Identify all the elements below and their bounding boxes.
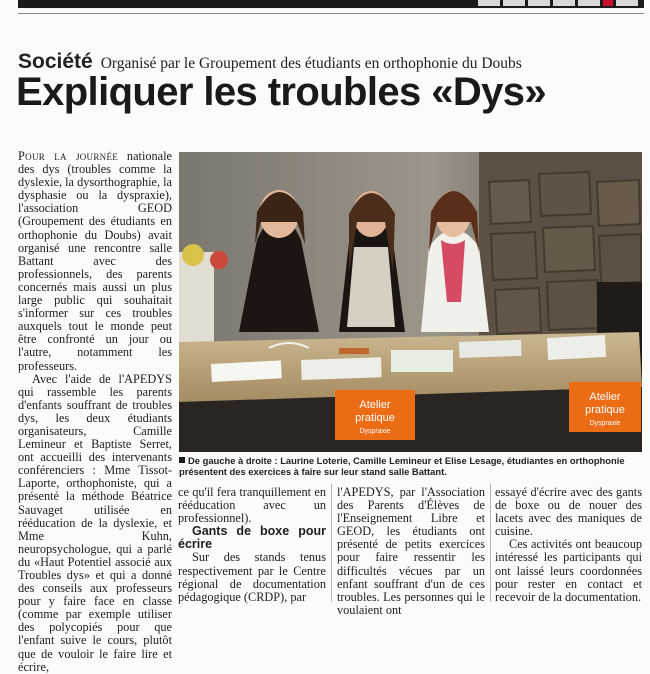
subheading: Gants de boxe pour écrire <box>178 524 326 552</box>
paragraph: Avec l'aide de l'APEDYS qui rassemble les parents d'enfants souffrant de troubles dys, les deux étudiants organisateurs, Camille Lemineur et Baptiste Serret, ont accueilli des intervenants conférenciers : Mme Tissot-Laporte, orthophoniste, qui a présenté la méthode Béatrice Sauvaget utilisée en rééducation de la dyslexie, et Mme Kuhn, neuropsychologue, qui a parlé du «Haut Potentiel associé aux Troubles dys» et qui a donné des conseils aux professeurs pour y faire face en classe (comme par exemple utiliser des polycopiés pour que l'enfant suive le cours, plutôt que de vouloir le faire lire et écrire, <box>18 371 172 674</box>
column-rule <box>490 484 491 602</box>
sign-left-line-2: pratique <box>355 412 395 424</box>
paragraph: Sur des stands tenus respectivement par le Centre régional de documentation pédagogique (CRDP), par <box>178 550 326 604</box>
top-bar <box>18 0 644 8</box>
paragraph: essayé d'écrire avec des gants de boxe ou de nouer des lacets avec des maniques de cuisine. <box>495 485 642 539</box>
sign-left-line-3: Dyspraxie <box>359 428 391 435</box>
sign-right-line-3: Dyspraxie <box>589 420 621 427</box>
paragraph <box>18 150 172 373</box>
article-column-2 <box>178 486 326 602</box>
sign-right-line-2: pratique <box>585 404 625 416</box>
article-column-4 <box>495 486 642 602</box>
paragraph: ce qu'il fera tranquillement en rééducation avec un professionnel). <box>178 485 326 526</box>
paragraph-text: nationale des dys (troubles comme la dyslexie, la dysorthographie, la dysphasie ou la dyspraxie), l'association GEOD (Groupement des étudiants en orthophonie du Doubs) avait organisé une rencontre salle Battant avec des professionnels, des parents concernés mais aussi un plus large public qui souhaitait s'informer sur ces troubles auxquels tout le monde peut être confronté un jour ou l'autre, notamment les professeurs. <box>18 149 173 373</box>
top-rule <box>18 13 644 14</box>
photo-caption <box>179 455 642 477</box>
sign-left-line-1: Atelier <box>359 399 391 411</box>
section-label: Société <box>18 50 93 73</box>
caption-square-icon <box>179 457 185 463</box>
article-column-1 <box>18 149 173 674</box>
sign-left <box>335 390 415 440</box>
caption-text: De gauche à droite : Laurine Loterie, Camille Lemineur et Elise Lesage, étudiantes en orthophonie présentent des exercices à faire sur leur stand salle Battant. <box>179 455 625 478</box>
top-bar-tabs <box>478 0 638 6</box>
headline: Expliquer les troubles «Dys» <box>16 70 547 114</box>
paragraph: Ces activités ont beaucoup intéressé les participants qui ont laissé leurs coordonnées pour rester en contact et recevoir de la documentation. <box>495 537 642 604</box>
subtitle: Organisé par le Groupement des étudiants en orthophonie du Doubs <box>100 55 522 72</box>
column-rule <box>331 484 332 602</box>
paragraph: l'APEDYS, par l'Association des Parents d'Élèves de l'Enseignement Libre et GEOD, les étudiants ont présenté de petits exercices pour faire ressentir les difficultés vécues par un enfant souffrant d'un de ces troubles. Les personnes qui le voulaient ont <box>337 485 485 617</box>
article-column-3 <box>337 485 485 617</box>
sign-right <box>569 382 641 432</box>
sign-right-line-1: Atelier <box>589 391 621 403</box>
lead-in: Pour la journée <box>18 149 119 163</box>
article-photo <box>179 152 642 452</box>
